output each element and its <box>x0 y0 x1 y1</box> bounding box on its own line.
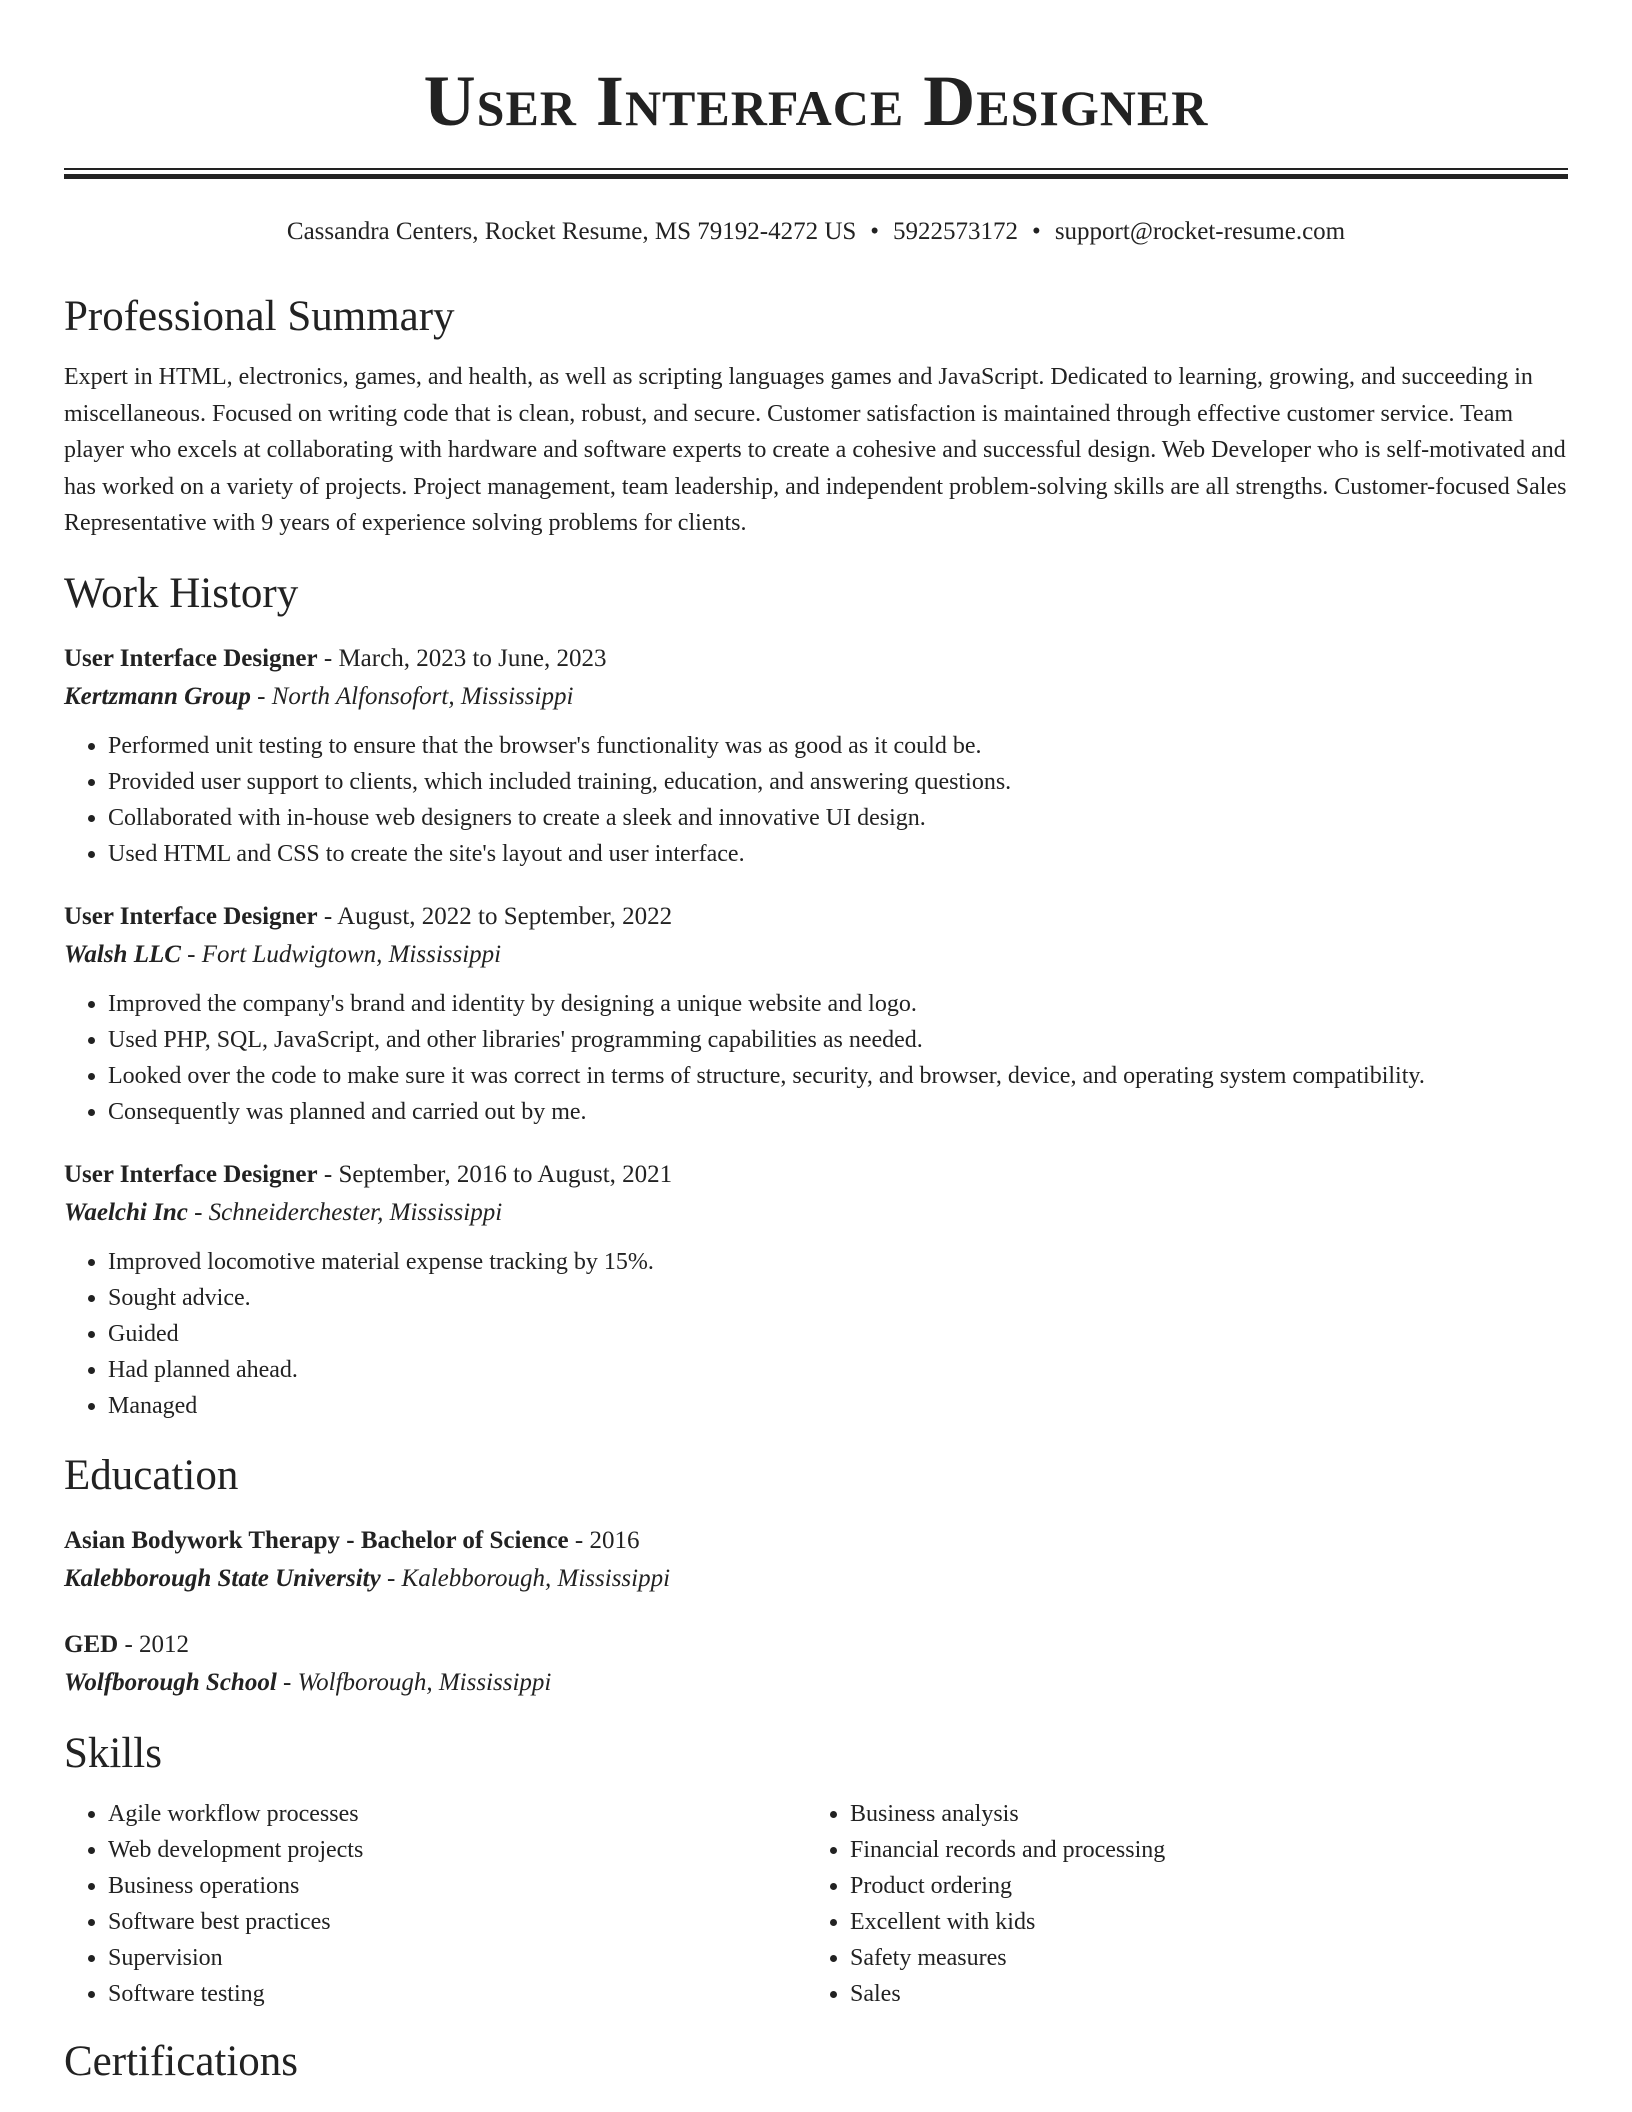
contact-phone: 5922573172 <box>893 218 1019 245</box>
skill-item: • Excellent with kids <box>850 1904 1548 1940</box>
job-title-line <box>64 898 1568 936</box>
job-company: Walsh LLC <box>64 940 181 968</box>
job-bullet: • Looked over the code to make sure it was correct in terms of structure, security, and browser, device, and operating system compatibility. <box>108 1058 1568 1094</box>
job-location: - Schneiderchester, Mississippi <box>187 1198 503 1226</box>
job-bullet: • Improved locomotive material expense tracking by 15%. <box>108 1244 1568 1280</box>
resume-title: User Interface Designer <box>423 61 1209 141</box>
contact-email[interactable]: support@rocket-resume.com <box>1054 218 1346 245</box>
skill-item: • Agile workflow processes <box>108 1796 806 1832</box>
job-entry <box>64 640 1568 872</box>
education-heading: Education <box>64 1451 239 1499</box>
job-bullet: • Consequently was planned and carried out by me. <box>108 1094 1568 1130</box>
job-bullet: • Guided <box>108 1316 1568 1352</box>
skill-item: • Product ordering <box>850 1868 1548 1904</box>
job-company-line <box>64 936 1568 974</box>
education-degree: Asian Bodywork Therapy - Bachelor of Science <box>64 1526 569 1554</box>
education-section <box>64 1448 1568 1702</box>
job-bullet: • Collaborated with in-house web designers to create a sleek and innovative UI design. <box>108 800 1568 836</box>
skill-item: • Sales <box>850 1976 1548 2012</box>
education-year: - 2016 <box>568 1526 640 1554</box>
contact-address: Cassandra Centers, Rocket Resume, MS 79192-4272 US <box>286 218 857 245</box>
skill-item: • Software testing <box>108 1976 806 2012</box>
skills-list-left <box>64 1796 806 2012</box>
education-location: - Wolfborough, Mississippi <box>276 1668 552 1696</box>
job-bullet: • Used PHP, SQL, JavaScript, and other libraries' programming capabilities as needed. <box>108 1022 1568 1058</box>
job-title-line <box>64 1156 1568 1194</box>
title-divider-thick <box>64 174 1568 179</box>
certifications-section <box>64 2034 1568 2090</box>
job-bullet: • Sought advice. <box>108 1280 1568 1316</box>
job-entry <box>64 1156 1568 1424</box>
job-bullet: • Improved the company's brand and identity by designing a unique website and logo. <box>108 986 1568 1022</box>
job-company: Waelchi Inc <box>64 1198 188 1226</box>
skill-item: • Supervision <box>108 1940 806 1976</box>
job-bullet: • Managed <box>108 1388 1568 1424</box>
education-degree: GED <box>64 1630 119 1658</box>
education-degree-line <box>64 1626 1568 1664</box>
skills-heading: Skills <box>64 1729 162 1777</box>
skill-item: • Web development projects <box>108 1832 806 1868</box>
job-bullet: • Performed unit testing to ensure that the browser's functionality was as good as it could be. <box>108 728 1568 764</box>
job-location: - Fort Ludwigtown, Mississippi <box>180 940 502 968</box>
skill-item: • Safety measures <box>850 1940 1548 1976</box>
skill-item: • Financial records and processing <box>850 1832 1548 1868</box>
certifications-heading: Certifications <box>64 2037 299 2085</box>
job-dates: - March, 2023 to June, 2023 <box>317 644 607 672</box>
job-title: User Interface Designer <box>64 644 318 672</box>
education-entry <box>64 1522 1568 1598</box>
work-history-heading: Work History <box>64 569 299 617</box>
summary-section <box>64 289 1568 542</box>
skill-item: • Business operations <box>108 1868 806 1904</box>
summary-text: Expert in HTML, electronics, games, and health, as well as scripting languages games and JavaScript. Dedicated to learning, growing, and succeeding in miscellaneous. Focused on writing code that is clean, robust, and secure. Customer satisfaction is maintained through effective customer service. Team player who excels at collaborating with hardware and software experts to create a cohesive and successful design. Web Developer who is self-motivated and has worked on a variety of projects. Project management, team leadership, and independent problem-solving skills are all strengths. Customer-focused Sales Representative with 9 years of experience solving problems for clients. <box>64 364 1567 536</box>
job-company-line <box>64 1194 1568 1232</box>
job-bullets <box>64 728 1568 872</box>
job-dates: - September, 2016 to August, 2021 <box>317 1160 673 1188</box>
skills-columns <box>64 1796 1568 2012</box>
education-entry <box>64 1626 1568 1702</box>
education-year: - 2012 <box>118 1630 190 1658</box>
skills-section <box>64 1726 1568 2012</box>
job-bullets <box>64 986 1568 1130</box>
skills-list-right <box>806 1796 1548 2012</box>
job-bullets <box>64 1244 1568 1424</box>
job-company-line <box>64 678 1568 716</box>
skill-item: • Business analysis <box>850 1796 1548 1832</box>
job-bullet: • Had planned ahead. <box>108 1352 1568 1388</box>
job-title-line <box>64 640 1568 678</box>
education-location: - Kalebborough, Mississippi <box>380 1564 671 1592</box>
education-school: Wolfborough School <box>64 1668 277 1696</box>
skill-item: • Software best practices <box>108 1904 806 1940</box>
job-bullet: • Provided user support to clients, which included training, education, and answering questions. <box>108 764 1568 800</box>
education-degree-line <box>64 1522 1568 1560</box>
education-school: Kalebborough State University <box>64 1564 381 1592</box>
resume-page <box>64 0 1568 2090</box>
contact-line <box>64 215 1568 249</box>
title-divider-thin <box>64 168 1568 170</box>
job-bullet: • Used HTML and CSS to create the site's layout and user interface. <box>108 836 1568 872</box>
summary-heading: Professional Summary <box>64 293 455 340</box>
education-school-line <box>64 1560 1568 1598</box>
job-entry <box>64 898 1568 1130</box>
job-title: User Interface Designer <box>64 902 318 930</box>
job-dates: - August, 2022 to September, 2022 <box>317 902 673 930</box>
education-school-line <box>64 1664 1568 1702</box>
job-company: Kertzmann Group <box>64 682 251 710</box>
contact-separator: • <box>1032 218 1041 245</box>
work-history-section <box>64 566 1568 1424</box>
job-location: - North Alfonsofort, Mississippi <box>250 682 574 710</box>
contact-separator: • <box>870 218 880 245</box>
job-title: User Interface Designer <box>64 1160 318 1188</box>
